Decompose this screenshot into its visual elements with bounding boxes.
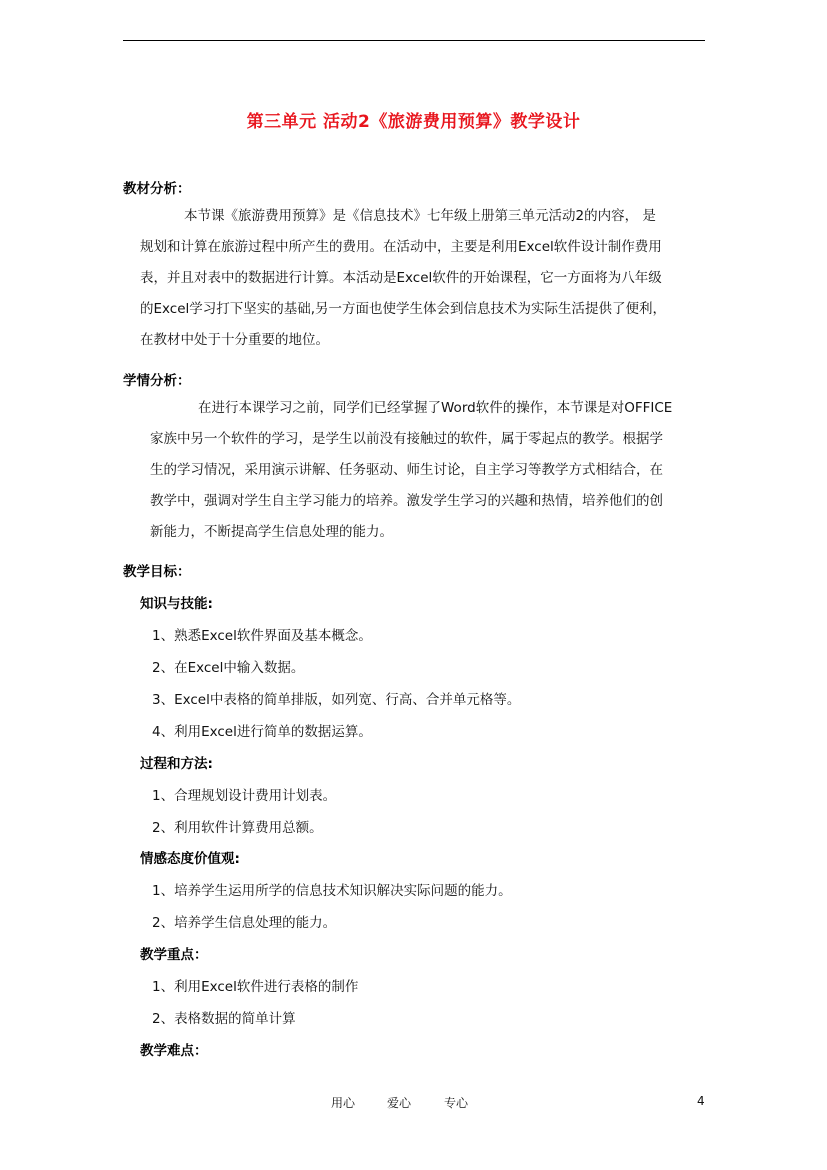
list-item: 1、培养学生运用所学的信息技术知识解决实际问题的能力。: [152, 883, 512, 899]
footer-word: 爱心: [387, 1096, 412, 1110]
page-number: 4: [697, 1094, 705, 1108]
subheading-attitude: 情感态度价值观:: [140, 851, 240, 867]
paragraph-line: 表，并且对表中的数据进行计算。本活动是Excel软件的开始课程，它一方面将为八年级: [140, 270, 662, 286]
paragraph-line: 在教材中处于十分重要的地位。: [140, 332, 329, 348]
section-heading-goals: 教学目标：: [123, 564, 191, 580]
header-rule: [123, 40, 705, 41]
list-item: 2、利用软件计算费用总额。: [152, 820, 323, 836]
list-item: 1、熟悉Excel软件界面及基本概念。: [152, 628, 372, 644]
section-heading-material: 教材分析：: [123, 181, 191, 197]
footer-word: 用心: [331, 1096, 356, 1110]
paragraph-students: [150, 393, 672, 548]
section-heading-students: 学情分析：: [123, 373, 191, 389]
list-item: 1、合理规划设计费用计划表。: [152, 788, 337, 804]
list-item: 2、培养学生信息处理的能力。: [152, 915, 337, 931]
subheading-knowledge: 知识与技能:: [140, 596, 213, 612]
paragraph-line: 的Excel学习打下坚实的基础,另一方面也使学生体会到信息技术为实际生活提供了便利，: [140, 301, 667, 317]
paragraph-line: 在进行本课学习之前，同学们已经掌握了Word软件的操作，本节课是对OFFICE: [198, 400, 673, 416]
paragraph-line: 家族中另一个软件的学习，是学生以前没有接触过的软件，属于零起点的教学。根据学: [150, 431, 663, 447]
paragraph-material: [140, 201, 666, 356]
paragraph-line: 规划和计算在旅游过程中所产生的费用。在活动中，主要是利用Excel软件设计制作费用: [140, 239, 662, 255]
paragraph-line: 新能力，不断提高学生信息处理的能力。: [150, 524, 393, 540]
list-item: 1、利用Excel软件进行表格的制作: [152, 979, 359, 995]
subheading-process: 过程和方法:: [140, 756, 213, 772]
subheading-key-points: 教学重点：: [140, 947, 208, 963]
paragraph-line: 生的学习情况，采用演示讲解、任务驱动、师生讨论，自主学习等教学方式相结合，在: [150, 462, 663, 478]
document-title: 第三单元 活动2《旅游费用预算》教学设计: [246, 112, 581, 132]
list-item: 2、表格数据的简单计算: [152, 1011, 296, 1027]
paragraph-line: 本节课《旅游费用预算》是《信息技术》七年级上册第三单元活动2的内容， 是: [184, 208, 656, 224]
subheading-difficulties: 教学难点：: [140, 1043, 208, 1059]
footer-word: 专心: [444, 1096, 469, 1110]
list-item: 2、在Excel中输入数据。: [152, 660, 305, 676]
paragraph-line: 教学中，强调对学生自主学习能力的培养。激发学生学习的兴趣和热情，培养他们的创: [150, 493, 663, 509]
list-item: 3、Excel中表格的简单排版，如列宽、行高、合并单元格等。: [152, 692, 521, 708]
list-item: 4、利用Excel进行简单的数据运算。: [152, 724, 372, 740]
